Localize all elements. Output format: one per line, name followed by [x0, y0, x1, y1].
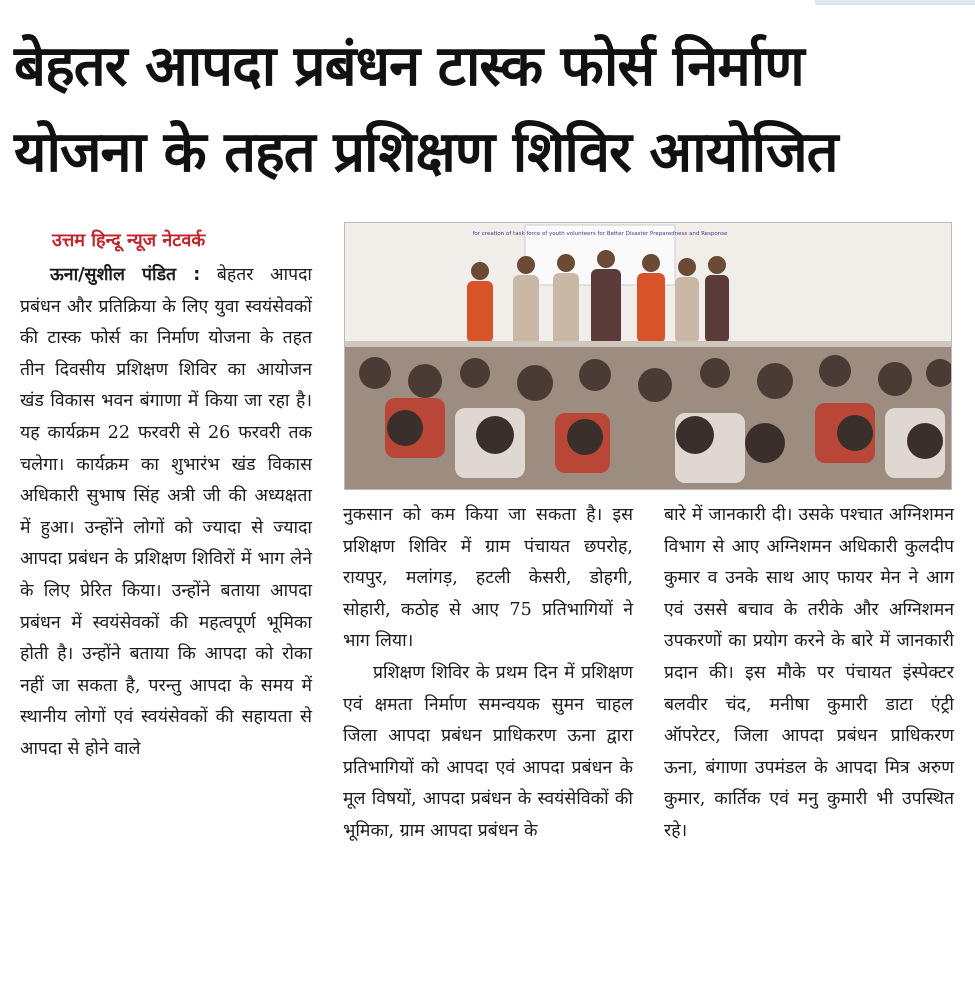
top-strip	[815, 0, 975, 5]
news-network-byline: उत्तम हिन्दू न्यूज नेटवर्क	[52, 230, 206, 251]
dateline: ऊना/सुशील पंडित :	[50, 265, 201, 285]
headline	[14, 24, 964, 196]
headline-line-1: बेहतर आपदा प्रबंधन टास्क फोर्स निर्माण	[14, 34, 804, 99]
event-photo	[344, 222, 952, 490]
article-paragraph	[20, 260, 312, 766]
headline-line-2: योजना के तहत प्रशिक्षण शिविर आयोजित	[14, 120, 838, 185]
banner-text: for creation of task force of youth volunteers for Better Disaster Preparedness and Response	[472, 231, 728, 237]
col3-paragraph: बारे में जानकारी दी। उसके पश्चात अग्निशमन विभाग से आए अग्निशमन अधिकारी कुलदीप कुमार व उनके साथ आए फायर मेन ने आग एवं उससे बचाव के तरीके और अग्निशमन उपकरणों का प्रयोग करने के बारे में जानकारी प्रदान की। इस मौके पर पंचायत इंस्पेक्टर बलवीर चंद, मनीषा कुमारी डाटा एंट्री ऑपरेटर, जिला आपदा प्रबंधन प्राधिकरण ऊना, बंगाणा उपमंडल के आपदा मित्र अरुण कुमार, कार्तिक एवं मनु कुमारी भी उपस्थित रहे।	[664, 505, 954, 841]
col1-text: बेहतर आपदा प्रबंधन और प्रतिक्रिया के लिए युवा स्वयंसेवकों की टास्क फोर्स का निर्माण योजना के तहत तीन दिवसीय प्रशिक्षण शिविर का आयोजन खंड विकास भवन बंगाणा में किया जा रहा है। यह कार्यक्रम 22 फरवरी से 26 फरवरी तक चलेगा। कार्यक्रम का शुभारंभ खंड विकास अधिकारी सुभाष सिंह अत्री जी की अध्यक्षता में हुआ। उन्होंने लोगों को ज्यादा से ज्यादा आपदा प्रबंधन के प्रशिक्षण शिविरों में भाग लेने के लिए प्रेरित किया। उन्होंने बताया आपदा प्रबंधन में स्वयंसेवकों की महत्वपूर्ण भूमिका होती है। उन्होंने बताया कि आपदा को रोका नहीं जा सकता है, परन्तु आपदा के समय में स्थानीय लोगों एवं स्वयंसेवकों की सहायता से आपदा से होने वाले	[20, 265, 312, 759]
article-column-2	[343, 500, 633, 848]
article-column-3	[664, 500, 954, 848]
col2-paragraph-1: नुकसान को कम किया जा सकता है। इस प्रशिक्षण शिविर में ग्राम पंचायत छपरोह, रायपुर, मलांगड़, हटली केसरी, डोहगी, सोहारी, कठोह से आए 75 प्रतिभागियों ने भाग लिया।	[343, 505, 633, 652]
article-column-1	[20, 260, 312, 766]
col2-paragraph-2: प्रशिक्षण शिविर के प्रथम दिन में प्रशिक्षण एवं क्षमता निर्माण समन्वयक सुमन चाहल जिला आपदा प्रबंधन प्राधिकरण ऊना द्वारा प्रतिभागियों को आपदा एवं आपदा प्रबंधन के मूल विषयों, आपदा प्रबंधन के स्वयंसेविकों की भूमिका, ग्राम आपदा प्रबंधन के	[343, 662, 633, 841]
